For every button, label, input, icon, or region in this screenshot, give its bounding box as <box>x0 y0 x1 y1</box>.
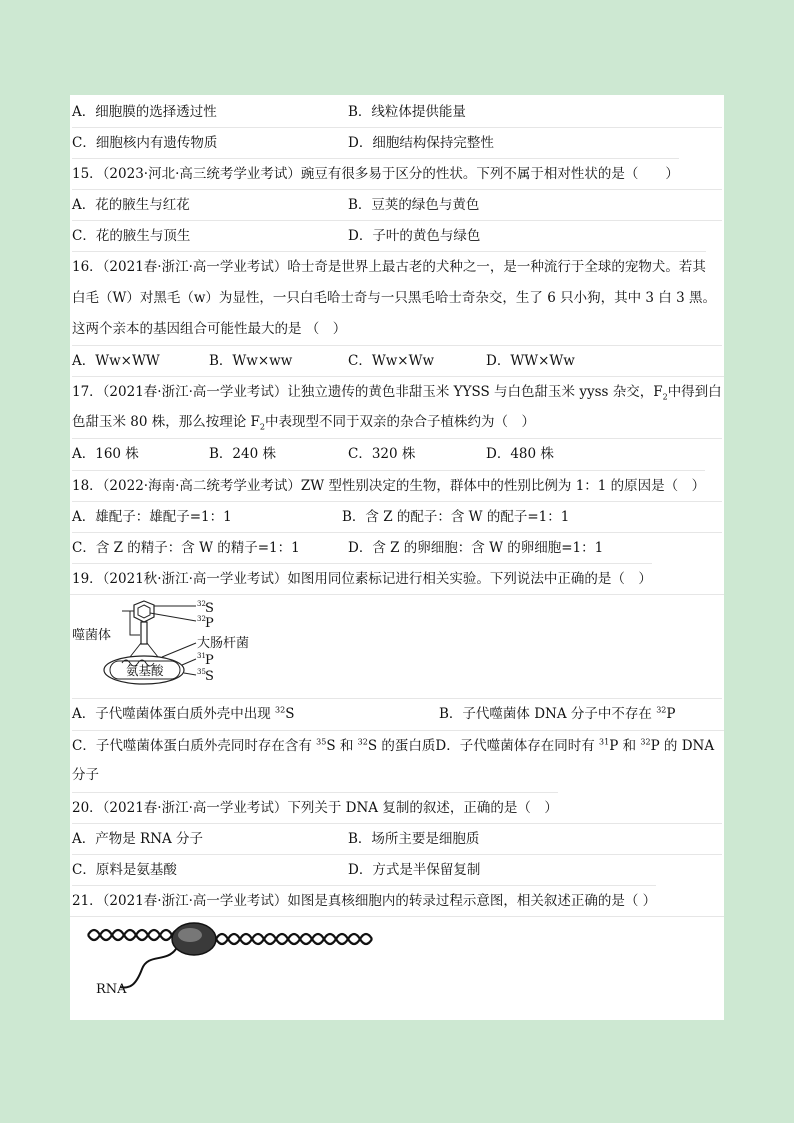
q14-option-b: B．线粒体提供能量 <box>348 104 466 120</box>
q19-option-a <box>72 699 294 729</box>
q14-option-row-2 <box>72 127 722 158</box>
rna-label: RNA <box>96 982 127 997</box>
q17-option-c: C．320 株 <box>348 446 416 462</box>
q17-option-row <box>72 438 722 469</box>
s32-mass: 32 <box>197 600 206 608</box>
q20-stem: 20．（2021春·浙江·高一学业考试）下列关于 DNA 复制的叙述，正确的是（ ） <box>72 792 558 823</box>
q19-option-c <box>72 738 435 754</box>
q21-figure <box>70 916 724 1021</box>
phage-inner-dna-icon <box>138 605 150 618</box>
q14-option-c: C．细胞核内有遗传物质 <box>72 135 218 151</box>
q18-option-d: D．含 Z 的卵细胞：含 W 的卵细胞=1：1 <box>348 540 604 556</box>
q16-stem-line-2: 白毛（W）对黑毛（w）为显性，一只白毛哈士奇与一只黑毛哈士奇杂交，生了 6 只小狗，其中 3 白 3 黑。 <box>72 290 716 306</box>
p31-mass: 31 <box>197 652 206 660</box>
q19-c-text-2: S 和 <box>326 738 358 754</box>
amino-acid-label: 氨基酸 <box>126 663 164 678</box>
q19-d-text-2: P 和 <box>609 738 641 754</box>
q18-option-b: B．含 Z 的配子：含 W 的配子=1：1 <box>342 509 570 525</box>
s35-pointer <box>184 673 196 675</box>
q19-c-sup-2: 32 <box>357 737 368 747</box>
q19-a-sup: 32 <box>275 705 286 715</box>
q19-b-text: B．子代噬菌体 DNA 分子中不存在 <box>439 706 657 722</box>
phage-ecoli-diagram <box>70 595 290 699</box>
q20-option-row-2 <box>72 854 722 885</box>
phage-label: 噬菌体 <box>72 628 112 643</box>
q17-stem-text-3: 色甜玉米 80 株，那么按理论 F <box>72 414 260 430</box>
q19-c-text-3: S 的蛋白质 <box>367 738 436 754</box>
s35-element: S <box>205 669 214 684</box>
q20-option-d: D．方式是半保留复制 <box>348 862 481 878</box>
q20-option-a: A．产物是 RNA 分子 <box>72 831 204 847</box>
q17-subscript-2: 2 <box>259 422 266 432</box>
rna-strand-icon <box>120 949 176 987</box>
q16-option-c: C．Ww×Ww <box>348 353 435 369</box>
q15-option-row-1 <box>72 189 722 220</box>
q17-stem-line-2 <box>72 407 535 437</box>
q19-stem: 19．（2021秋·浙江·高一学业考试）如图用同位素标记进行相关实验。下列说法中正确的是（ ） <box>72 563 652 594</box>
q16-option-d: D．WW×Ww <box>486 353 575 369</box>
q18-stem: 18．（2022·海南·高二统考学业考试）ZW 型性别决定的生物，群体中的性别比例为 1：1 的原因是（ ） <box>72 470 705 501</box>
q19-b-text-2: P <box>666 706 676 722</box>
q20-option-b: B．场所主要是细胞质 <box>348 831 480 847</box>
q19-d-text: D．子代噬菌体存在同时有 <box>435 738 600 754</box>
q17-option-a: A．160 株 <box>72 446 139 462</box>
p32-pointer <box>150 613 196 621</box>
q19-option-d <box>435 738 714 754</box>
s35-mass: 35 <box>197 668 206 676</box>
q19-d-text-3: P 的 DNA <box>650 738 715 754</box>
q17-option-d: D．480 株 <box>486 446 554 462</box>
q17-stem-text-4: 中表现型不同于双亲的杂合子植株约为（ ） <box>265 414 536 430</box>
q19-figure <box>70 594 724 699</box>
q15-stem: 15．（2023·河北·高三统考学业考试）豌豆有很多易于区分的性状。下列不属于相对性状的是（ ） <box>72 158 679 189</box>
q19-d-sup-1: 31 <box>599 737 610 747</box>
ecoli-label: 大肠杆菌 <box>197 636 250 651</box>
q18-option-row-2 <box>72 532 722 563</box>
q15-option-d: D．子叶的黄色与绿色 <box>348 228 481 244</box>
q19-option-d-wrap: 分子 <box>72 767 99 783</box>
q20-option-c: C．原料是氨基酸 <box>72 862 177 878</box>
q17-stem-text-2: 中得到白 <box>667 384 722 400</box>
p32-mass: 32 <box>197 615 206 623</box>
q19-d-sup-2: 32 <box>640 737 651 747</box>
q16-stem-line-3: 这两个亲本的基因组合可能性最大的是 （ ） <box>72 321 347 337</box>
q19-b-sup: 32 <box>656 705 667 715</box>
q16-stem-line-1: 16．（2021春·浙江·高一学业考试）哈士奇是世界上最古老的犬种之一，是一种流行于全球的宠物犬。若其 <box>72 251 706 282</box>
q19-option-b <box>439 699 675 729</box>
q17-option-b: B．240 株 <box>209 446 276 462</box>
q16-option-a: A．Ww×WW <box>72 353 160 369</box>
q19-a-text-2: S <box>285 706 295 722</box>
phage-fibers-icon <box>130 643 158 657</box>
p31-pointer <box>182 659 196 665</box>
phage-bracket <box>122 611 140 635</box>
q18-option-row-1 <box>72 501 722 532</box>
q19-a-text: A．子代噬菌体蛋白质外壳中出现 <box>72 706 276 722</box>
q15-option-row-2 <box>72 220 722 251</box>
q14-option-a: A．细胞膜的选择透过性 <box>72 104 217 120</box>
q15-option-a: A．花的腋生与红花 <box>72 197 190 213</box>
ecoli-pointer <box>162 643 196 657</box>
q16-option-b: B．Ww×ww <box>209 353 293 369</box>
q18-option-c: C．含 Z 的精子：含 W 的精子=1：1 <box>72 540 300 556</box>
q17-stem-line-1 <box>72 376 724 407</box>
q14-option-row-1 <box>72 97 722 127</box>
q18-option-a: A．雄配子：雄配子=1：1 <box>72 509 232 525</box>
transcription-diagram <box>70 917 400 1017</box>
s32-element: S <box>205 601 214 616</box>
q20-option-row-1 <box>72 823 722 854</box>
q19-option-row-1 <box>72 698 722 729</box>
polymerase-highlight <box>178 928 202 942</box>
q16-option-row <box>72 345 722 376</box>
q19-c-sup-1: 35 <box>316 737 327 747</box>
q21-stem: 21．（2021春·浙江·高一学业考试）如图是真核细胞内的转录过程示意图，相关叙述正确的是（ ） <box>72 885 656 916</box>
q15-option-c: C．花的腋生与顶生 <box>72 228 191 244</box>
p31-element: P <box>205 653 214 668</box>
dna-strand-right-2 <box>216 934 372 944</box>
q19-c-text: C．子代噬菌体蛋白质外壳同时存在含有 <box>72 738 317 754</box>
document-page <box>70 95 724 1020</box>
p32-element: P <box>205 616 214 631</box>
q14-option-d: D．细胞结构保持完整性 <box>348 135 494 151</box>
q17-stem-text: 17．（2021春·浙江·高一学业考试）让独立遗传的黄色非甜玉米 YYSS 与白色甜玉米 yyss 杂交，F <box>72 384 663 400</box>
q15-option-b: B．豆荚的绿色与黄色 <box>348 197 480 213</box>
q19-option-row-2 <box>72 730 724 761</box>
phage-tail-icon <box>141 622 147 644</box>
q17-subscript: 2 <box>662 392 668 402</box>
phage-head-icon <box>134 601 154 622</box>
